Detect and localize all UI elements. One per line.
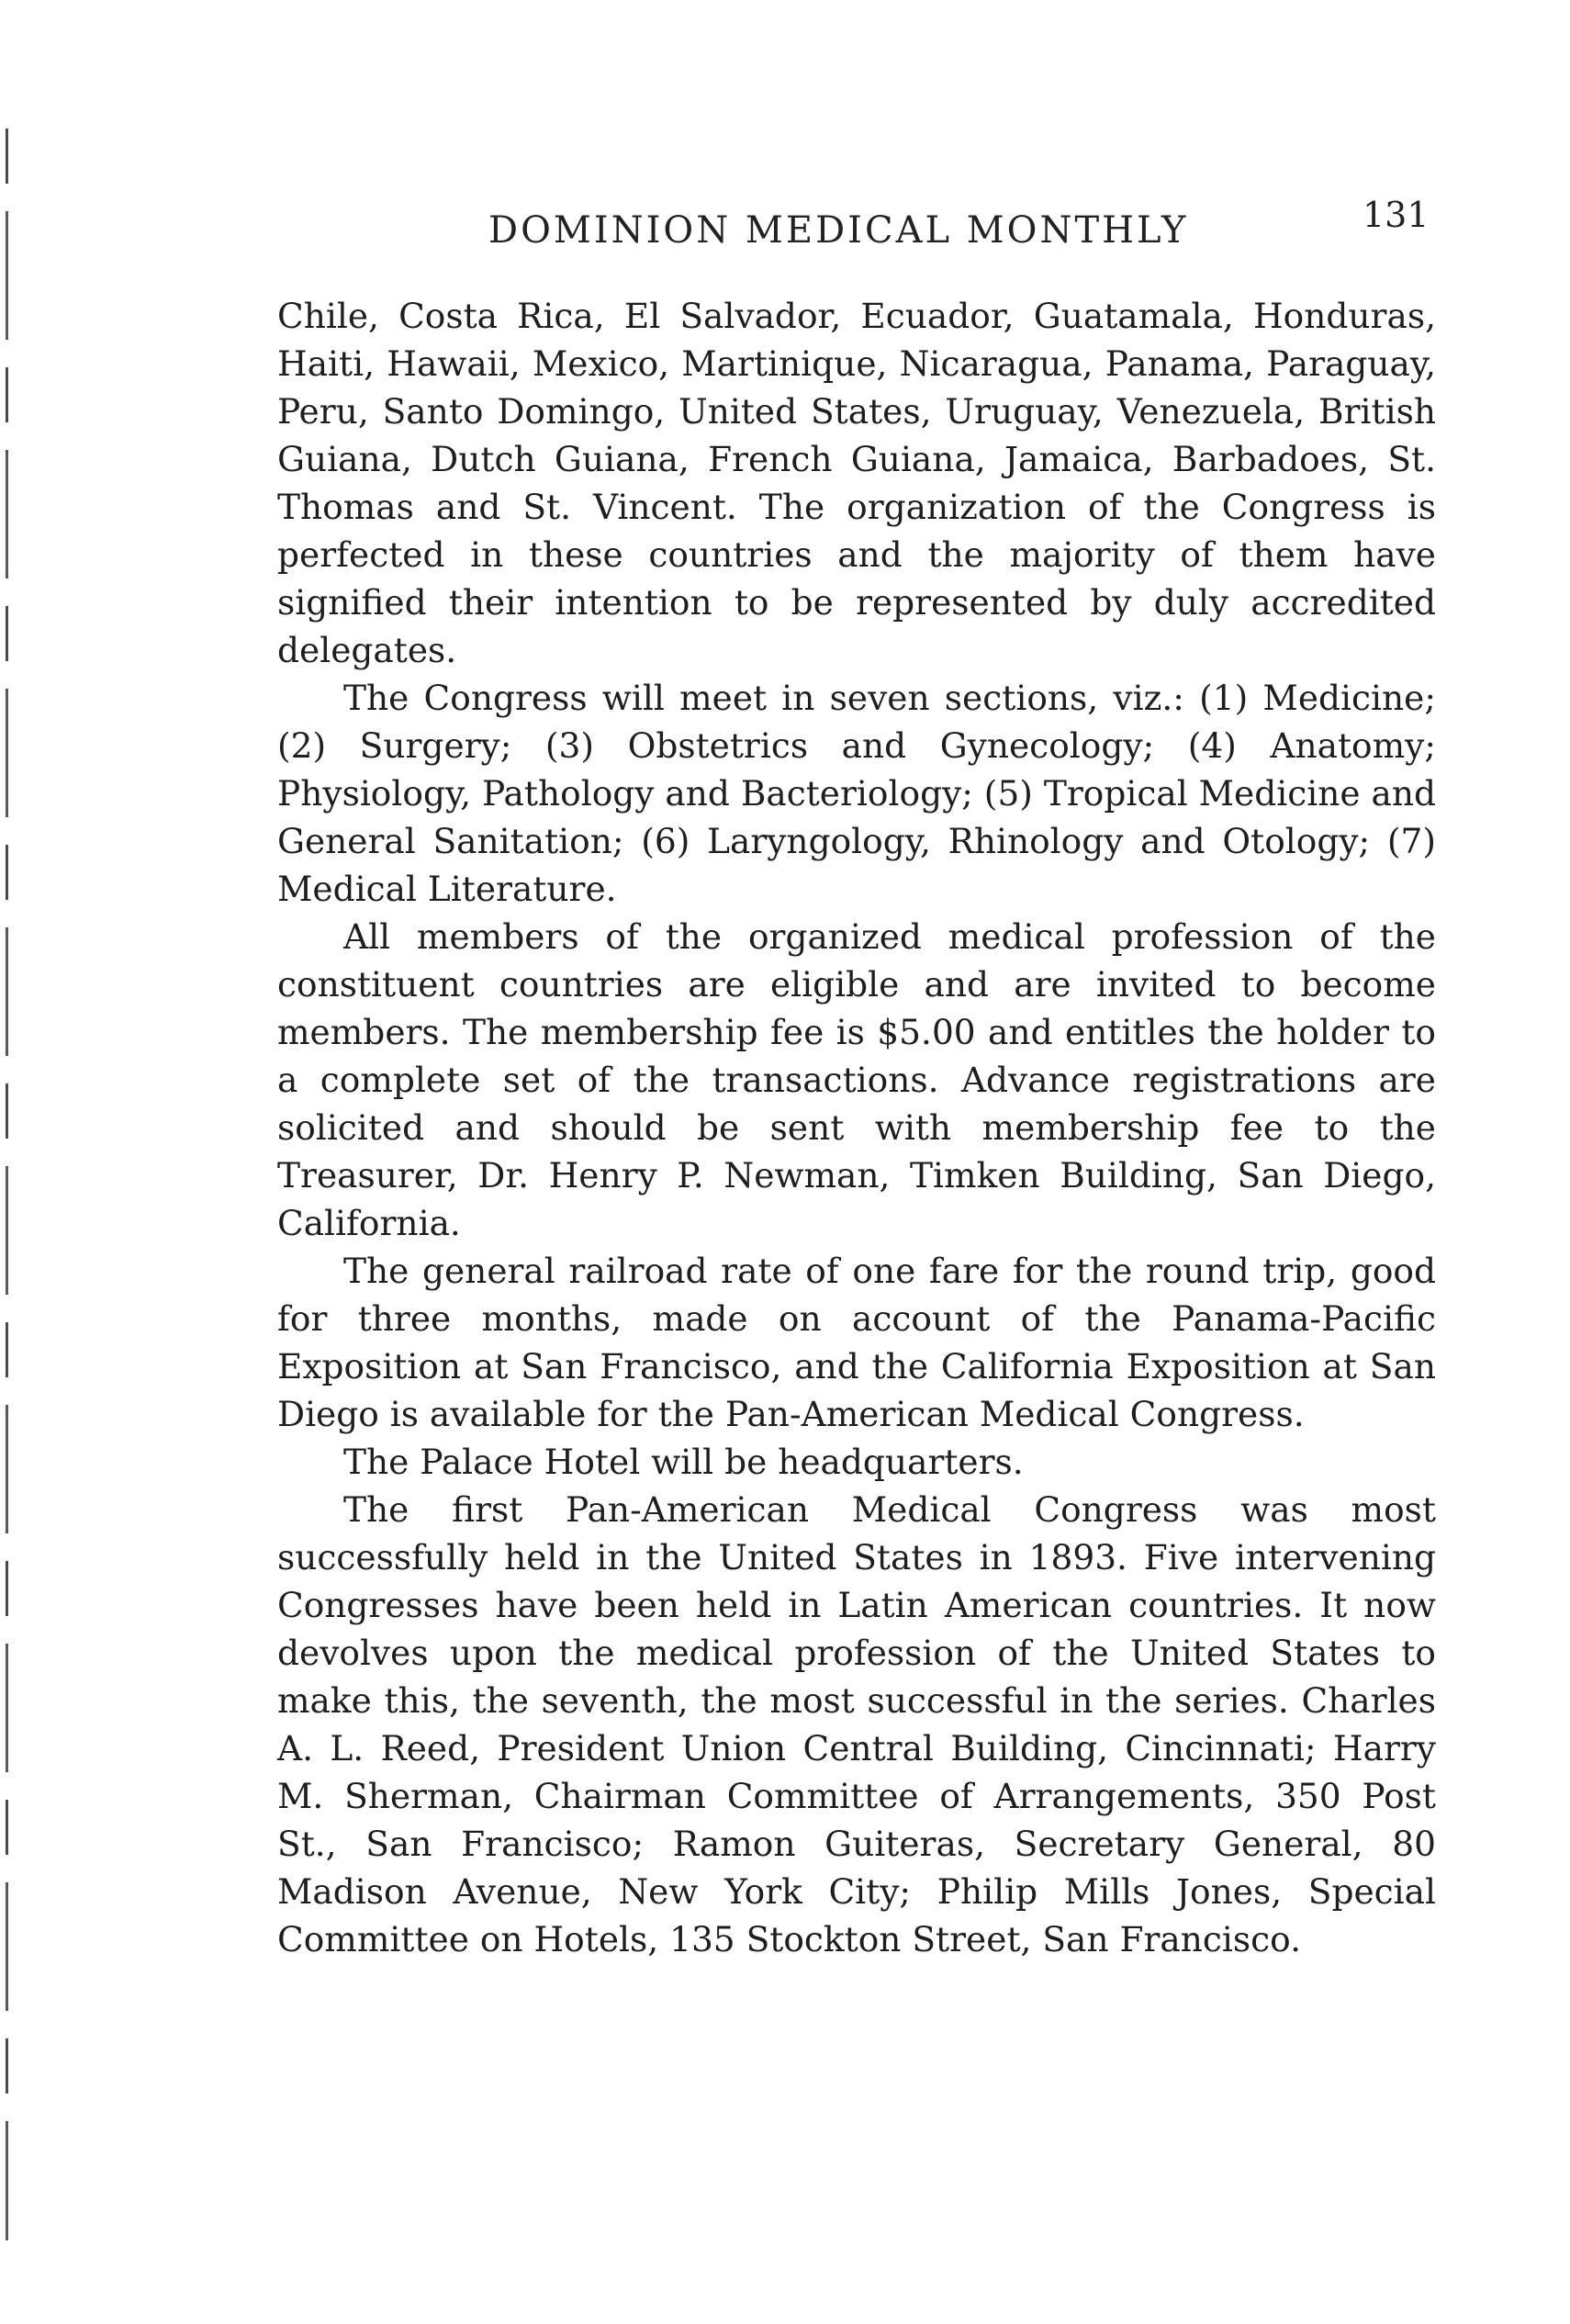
page-number: 131 xyxy=(1363,195,1430,235)
paragraph-history-officers: The first Pan-American Medical Congress was most successfully held in the United States in 1893. Five intervening Congresses have been held in Latin American countries. It now devolves upon the medical profession of the United States to make this, the seventh, the most successful in the series. Charles A. L. Reed, President Union Central Building, Cincinnati; Harry M. Sherman, Chairman Committee of Arrangements, 350 Post St., San Francisco; Ramon Guiteras, Secretary General, 80 Madison Avenue, New York City; Philip Mills Jones, Special Committee on Hotels, 135 Stockton Street, San Francisco. xyxy=(277,1489,1436,1959)
paragraph-countries-list: Chile, Costa Rica, El Salvador, Ecuador, Guatamala, Honduras, Haiti, Hawaii, Mexico, Martinique, Nicaragua, Panama, Paraguay, Peru, Santo Domingo, United States, Uruguay, Venezuela, British Guiana, Dutch Guiana, French Guiana, Jamaica, Barbadoes, St. Thomas and St. Vincent. The organization of the Congress is perfected in these countries and the majority of them have signified their intention to be represented by duly accredited delegates. xyxy=(277,296,1436,670)
paragraph-sections: The Congress will meet in seven sections, viz.: (1) Medicine; (2) Surgery; (3) Obstetrics and Gynecology; (4) Anatomy; Physiology, Pathology and Bacteriology; (5) Tropical Medicine and General Sanitation; (6) Laryngology, Rhinology and Otology; (7) Medical Literature. xyxy=(277,678,1436,909)
running-title: DOMINION MEDICAL MONTHLY xyxy=(488,209,1189,252)
binding-edge-shadow xyxy=(6,129,8,2240)
paragraph-railroad-rate: The general railroad rate of one fare for the round trip, good for three months, made on account of the Panama-Pacific Exposition at San Francisco, and the California Exposition at San Diego is available for the Pan-American Medical Congress. xyxy=(277,1251,1436,1434)
paragraph-membership: All members of the organized medical profession of the constituent countries are eligible and are invited to become members. The membership fee is $5.00 and entitles the holder to a complete set of the transactions. Advance registrations are solicited and should be sent with membership fee to the Treasurer, Dr. Henry P. Newman, Timken Building, San Diego, California. xyxy=(277,916,1436,1243)
body-text xyxy=(277,292,1436,1963)
paragraph-headquarters: The Palace Hotel will be headquarters. xyxy=(343,1442,1024,1482)
